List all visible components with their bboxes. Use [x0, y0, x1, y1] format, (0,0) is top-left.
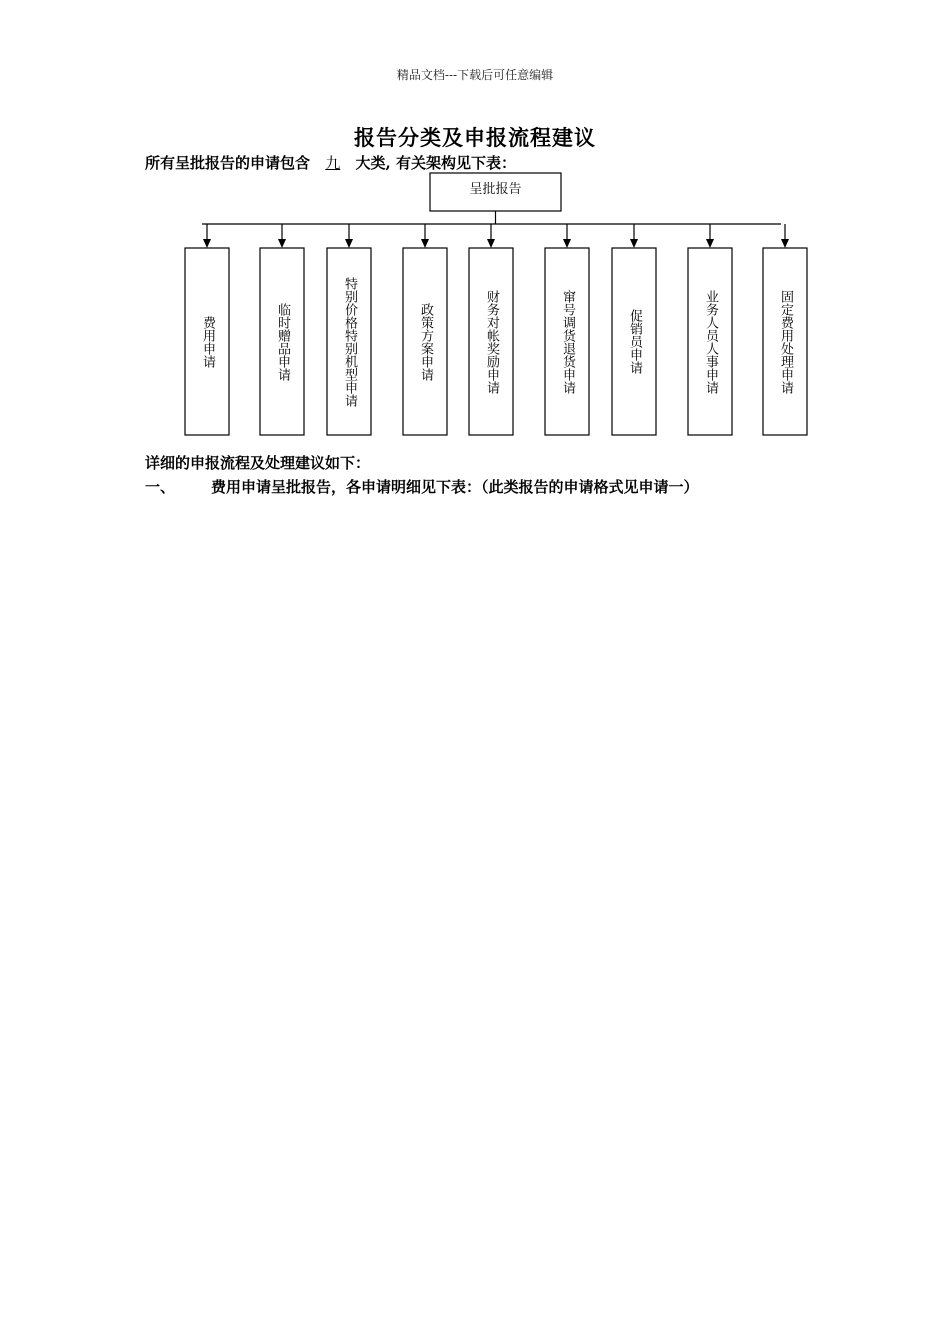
intro-blank-value: 九 [325, 154, 341, 172]
org-chart-child-label: 业务人员人事申请 [703, 289, 718, 394]
intro-suffix: 大类, 有关架构见下表： [355, 154, 516, 172]
org-chart-child-label: 财务对帐奖励申请 [484, 289, 499, 394]
org-chart-child-label: 政策方案申请 [418, 302, 433, 381]
org-chart-arrowhead [781, 239, 789, 248]
org-chart-arrowhead [487, 239, 495, 248]
section-1-heading [145, 476, 699, 497]
org-chart-arrowhead [563, 239, 571, 248]
org-chart-arrowhead [421, 239, 429, 248]
org-chart-root-label: 呈批报告 [469, 182, 522, 197]
org-chart-child-label: 费用申请 [200, 315, 215, 368]
org-chart-child-label: 临时赠品申请 [275, 302, 290, 381]
org-chart-child-label: 窜号调货退货申请 [560, 289, 575, 394]
intro-prefix: 所有呈批报告的申请包含 [145, 154, 311, 172]
org-chart-arrowhead [278, 239, 286, 248]
detail-intro: 详细的申报流程及处理建议如下： [145, 454, 371, 472]
header-note: 精品文档---下载后可任意编辑 [396, 68, 554, 82]
page-title: 报告分类及申报流程建议 [354, 125, 596, 150]
org-chart-child-label: 促销员申请 [627, 309, 642, 374]
org-chart-arrowhead [630, 239, 638, 248]
org-chart-child-label: 固定费用处理申请 [778, 289, 793, 394]
section-1-number: 一、 [145, 478, 176, 496]
section-1-text: 费用申请呈批报告，各申请明细见下表：（此类报告的申请格式见申请一） [211, 478, 699, 496]
org-chart-arrowhead [345, 239, 353, 248]
org-chart-child-label: 特别价格特别机型申请 [342, 276, 357, 407]
org-chart-arrowhead [706, 239, 714, 248]
org-chart-arrowhead [203, 239, 211, 248]
